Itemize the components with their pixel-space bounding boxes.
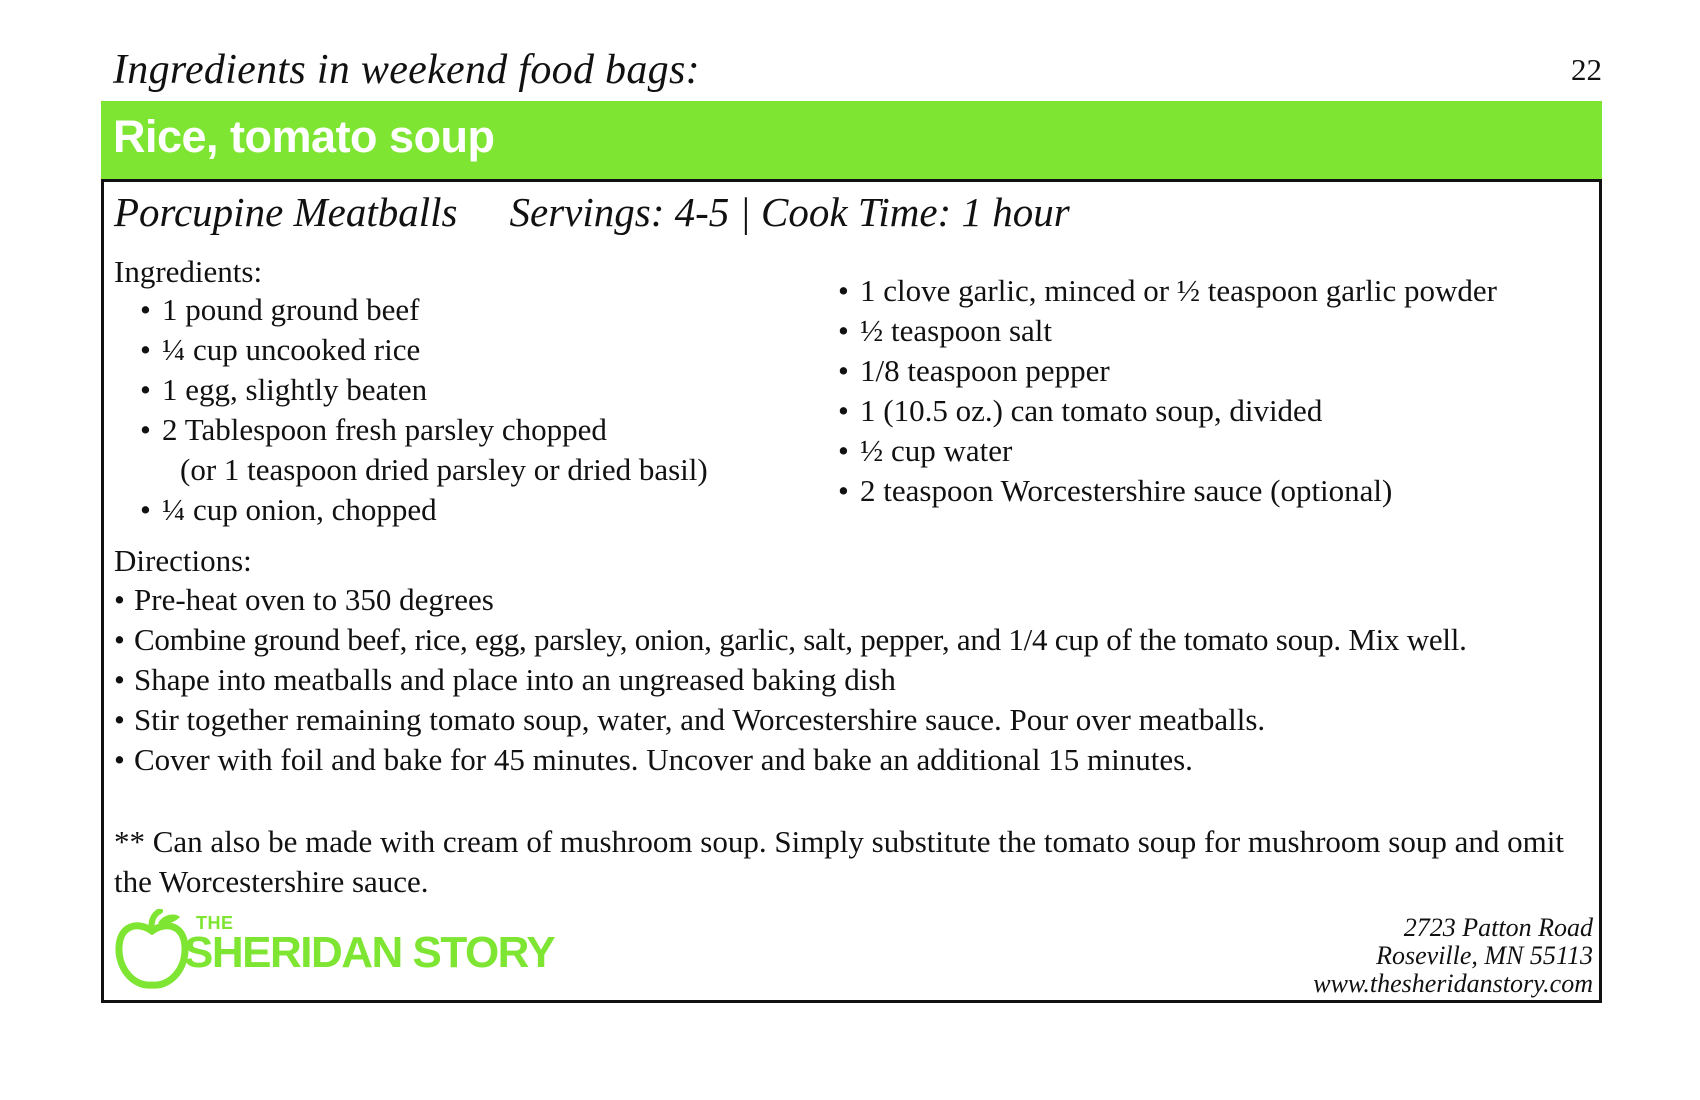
recipe-card: [101, 179, 1602, 1003]
bullet-icon: •: [838, 313, 849, 348]
page-subtitle: Ingredients in weekend food bags:: [113, 47, 700, 93]
ingredient-item-continuation: (or 1 teaspoon dried parsley or dried basil): [180, 452, 708, 487]
address-street: 2723 Patton Road: [1403, 913, 1593, 942]
direction-step: • Pre-heat oven to 350 degrees: [114, 580, 1467, 620]
ingredient-item: • 1/8 teaspoon pepper: [838, 351, 1497, 391]
website-link[interactable]: www.thesheridanstory.com: [1313, 969, 1593, 998]
recipe-meta: Servings: 4-5 | Cook Time: 1 hour: [509, 189, 1070, 235]
ingredient-item: • ½ cup water: [838, 431, 1497, 471]
category-banner: [101, 101, 1602, 179]
direction-step: • Combine ground beef, rice, egg, parsley, onion, garlic, salt, pepper, and 1/4 cup of the tomato soup. Mix well.: [114, 620, 1467, 660]
bullet-icon: •: [140, 492, 151, 527]
directions-list: [114, 580, 1467, 780]
bullet-icon: •: [140, 412, 151, 447]
page-number: 22: [1571, 52, 1602, 87]
bullet-icon: •: [114, 702, 125, 737]
bullet-icon: •: [838, 273, 849, 308]
bullet-icon: •: [838, 393, 849, 428]
recipe-note: ** Can also be made with cream of mushroom soup. Simply substitute the tomato soup for mushroom soup and omit the Worcestershire sauce.: [114, 824, 1564, 899]
ingredients-list-right: [838, 271, 1497, 511]
bullet-icon: •: [838, 473, 849, 508]
ingredient-item: • 2 teaspoon Worcestershire sauce (optional): [838, 471, 1497, 511]
ingredient-item: • ½ teaspoon salt: [838, 311, 1497, 351]
banner-title: Rice, tomato soup: [113, 111, 495, 162]
bullet-icon: •: [114, 662, 125, 697]
bullet-icon: •: [114, 582, 125, 617]
logo-small-text: THE: [196, 913, 234, 933]
apple-icon: [114, 909, 190, 991]
bullet-icon: •: [838, 353, 849, 388]
ingredient-item: • ¼ cup uncooked rice: [140, 330, 708, 370]
ingredient-item: • 1 clove garlic, minced or ½ teaspoon garlic powder: [838, 271, 1497, 311]
direction-step: • Cover with foil and bake for 45 minutes. Uncover and bake an additional 15 minutes.: [114, 740, 1467, 780]
direction-step: • Stir together remaining tomato soup, water, and Worcestershire sauce. Pour over meatballs.: [114, 700, 1467, 740]
bullet-icon: •: [140, 372, 151, 407]
ingredient-item: • 1 egg, slightly beaten: [140, 370, 708, 410]
bullet-icon: •: [140, 332, 151, 367]
recipe-name: Porcupine Meatballs: [114, 189, 458, 235]
ingredient-item: • ¼ cup onion, chopped: [140, 490, 708, 530]
recipe-title: [114, 188, 1070, 236]
ingredient-item: • 2 Tablespoon fresh parsley chopped: [140, 410, 708, 450]
ingredient-item: • 1 (10.5 oz.) can tomato soup, divided: [838, 391, 1497, 431]
bullet-icon: •: [114, 742, 125, 777]
address-city: Roseville, MN 55113: [1376, 941, 1593, 970]
sheridan-story-logo: [114, 909, 584, 991]
page-header: [113, 46, 1602, 100]
direction-step: • Shape into meatballs and place into an ungreased baking dish: [114, 660, 1467, 700]
ingredient-item: • 1 pound ground beef: [140, 290, 708, 330]
bullet-icon: •: [838, 433, 849, 468]
address-block: [1313, 914, 1593, 998]
logo-main-text: SHERIDAN STORY: [184, 928, 555, 977]
ingredients-label: Ingredients:: [114, 254, 263, 289]
bullet-icon: •: [114, 622, 125, 657]
bullet-icon: •: [140, 292, 151, 327]
ingredients-list-left: [140, 290, 708, 530]
directions-label: Directions:: [114, 543, 252, 578]
